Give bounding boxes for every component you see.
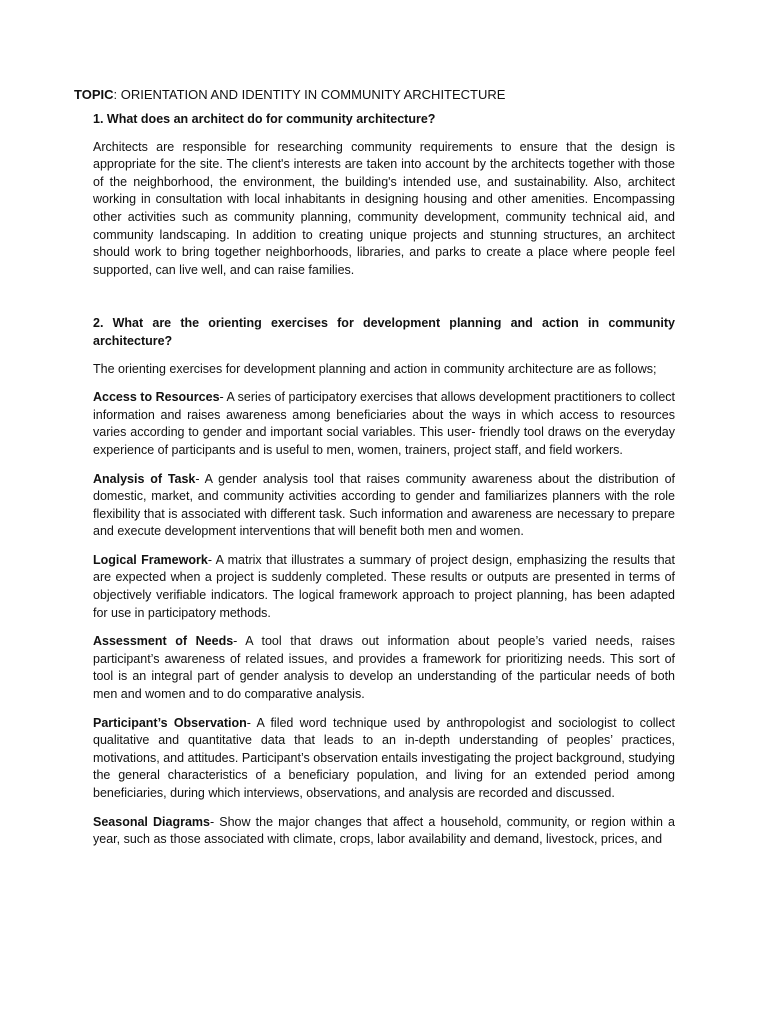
exercise-description: - Show the major changes that affect a household, community, or region within a year, such as those associated with climate, crops, labor availability and demand, livestock, prices, and [93, 814, 675, 847]
topic-title: : ORIENTATION AND IDENTITY IN COMMUNITY ARCHITECTURE [113, 87, 506, 102]
exercise-description: - A series of participatory exercises that allows development practitioners to collect information and raises awareness among beneficiaries about the ways in which access to resources varies according to gender and important social variables. This user- friendly tool draws on the everyday experience of participants and is useful to men, women, trainers, project staff, and field workers. [93, 390, 675, 457]
exercise-description: - A gender analysis tool that raises community awareness about the distribution of domestic, market, and community activities according to gender and familiarizes planners with the role flexibility that is associated with different task. Such information and awareness are necessary to prepare and execute development interventions that will benefit both men and women. [93, 471, 675, 539]
answer-1: Architects are responsible for researching community requirements to ensure that the design is appropriate for the site. The client's interests are taken into account by the architects together with those of the neighborhood, the environment, the building's intended use, and sustainability. Also, architect working in consultation with local inhabitants in designing housing and other amenities. Encompassing other activities such as community planning, community development, community technical aid, and community landscaping. In addition to creating unique projects and stunning structures, an architect should work to bring together neighborhoods, libraries, and parks to create a place where people feel supported, can live well, and can raise families. [93, 139, 675, 277]
exercise-term: Access to Resources [93, 390, 220, 405]
exercise-term: Analysis of Task [93, 471, 196, 486]
exercise-description: - A tool that draws out information about people’s varied needs, raises participant’s awareness of related issues, and provides a framework for prioritizing needs. This sort of tool is an integral part of gender analysis to develop an understanding of the particular needs of both men and women and to do comparative analysis. [93, 634, 675, 702]
exercise-assessment-of-needs [93, 633, 675, 703]
exercise-term: Participant’s Observation [93, 715, 247, 730]
exercise-description: - A filed word technique used by anthropologist and sociologist to collect qualitative and quantitative data that leads to an in-depth understanding of peoples’ practices, motivations, and attitudes. Participant’s observation entails investigating the project background, studying the general characteristics of a beneficiary population, and living for an extended period among beneficiaries, during which interviews, observations, and analysis are recorded and discussed. [93, 715, 675, 800]
exercise-seasonal-diagrams [93, 814, 675, 849]
topic-label: TOPIC [74, 87, 114, 102]
document-body [93, 110, 675, 860]
exercise-logical-framework [93, 552, 675, 622]
topic-heading [74, 86, 505, 104]
exercise-participants-observation [93, 715, 675, 803]
exercise-term: Assessment of Needs [93, 634, 234, 649]
answer-2-intro: The orienting exercises for development planning and action in community architecture are as follows; [93, 361, 657, 376]
exercise-analysis-of-task [93, 471, 675, 541]
exercise-term: Logical Framework [93, 552, 208, 567]
question-1: 1. What does an architect do for community architecture? [93, 112, 436, 126]
exercise-term: Seasonal Diagrams [93, 814, 210, 829]
exercise-access-to-resources [93, 389, 675, 459]
question-2: 2. What are the orienting exercises for development planning and action in community architecture? [93, 316, 675, 348]
exercise-description: - A matrix that illustrates a summary of project design, emphasizing the results that are expected when a project is suddenly completed. These results or outputs are presented in terms of objectively verifiable indicators. The logical framework approach to project planning, has been adapted for use in participatory methods. [93, 552, 675, 620]
